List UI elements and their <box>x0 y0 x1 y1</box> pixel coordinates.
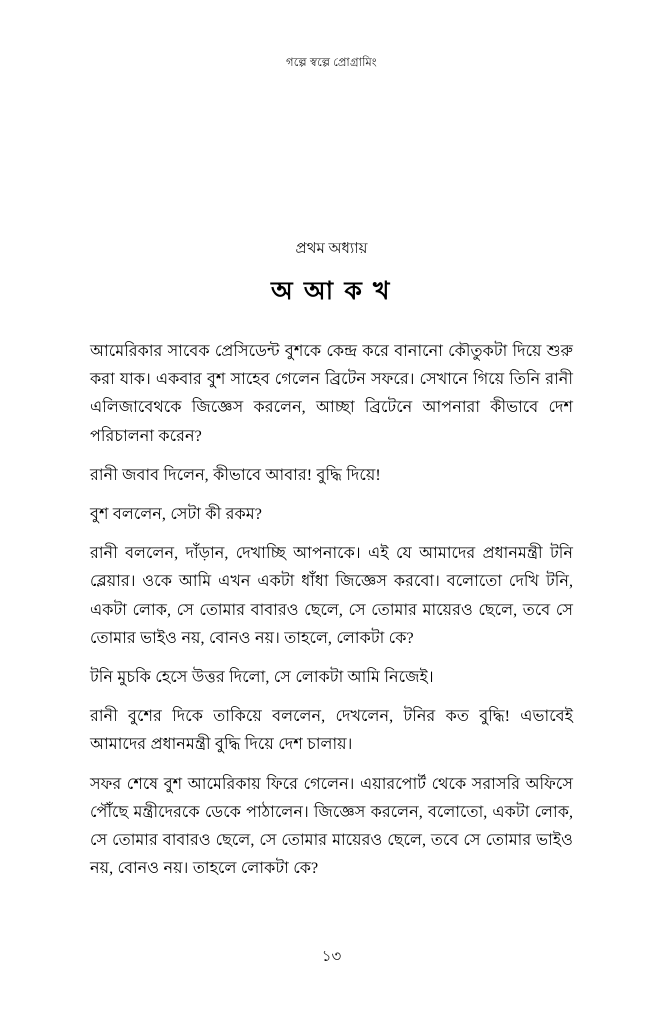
book-title-text: গল্পে স্বল্পে প্রোগ্রামিং <box>286 57 377 69</box>
body-text-column <box>90 338 573 883</box>
chapter-heading-block <box>0 238 663 308</box>
page-number <box>0 945 663 970</box>
chapter-label: প্রথম অধ্যায় <box>295 241 368 257</box>
running-header <box>0 56 663 71</box>
paragraph: টনি মুচকি হেসে উত্তর দিলো, সে লোকটা আমি নিজেই। <box>90 669 434 687</box>
paragraph: সফর শেষে বুশ আমেরিকায় ফিরে গেলেন। এয়ারপোর্ট থেকে সরাসরি অফিসে পৌঁছে মন্ত্রীদেরকে ডেকে পাঠালেন। জিজ্ঞেস করলেন, বলোতো, একটা লোক, সে তোমার বাবারও ছেলে, সে তোমার মায়েরও ছেলে, তবে সে তোমার ভাইও নয়, বোনও নয়। তাহলে লোকটা কে? <box>90 775 573 878</box>
paragraph: রানী জবাব দিলেন, কীভাবে আবার! বুদ্ধি দিয়ে! <box>90 466 381 484</box>
paragraph: রানী বুশের দিকে তাকিয়ে বললেন, দেখলেন, টনির কত বুদ্ধি! এভাবেই আমাদের প্রধানমন্ত্রী বুদ্ধি দিয়ে দেশ চালায়। <box>90 708 573 754</box>
paragraph: রানী বললেন, দাঁড়ান, দেখাচ্ছি আপনাকে। এই যে আমাদের প্রধানমন্ত্রী টনি ব্লেয়ার। ওকে আমি এখন একটা ধাঁধা জিজ্ঞেস করবো। বলোতো দেখি টনি, একটা লোক, সে তোমার বাবারও ছেলে, সে তোমার মায়েরও ছেলে, তবে সে তোমার ভাইও নয়, বোনও নয়। তাহলে, লোকটা কে? <box>90 545 573 647</box>
paragraph: আমেরিকার সাবেক প্রেসিডেন্ট বুশকে কেন্দ্র করে বানানো কৌতুকটা দিয়ে শুরু করা যাক। একবার বুশ সাহেব গেলেন ব্রিটেন সফরে। সেখানে গিয়ে তিনি রানী এলিজাবেথকে জিজ্ঞেস করলেন, আচ্ছা ব্রিটেনে আপনারা কীভাবে দেশ পরিচালনা করেন? <box>90 343 573 445</box>
chapter-title: অ আ ক খ <box>271 277 392 305</box>
paragraph: বুশ বললেন, সেটা কী রকম? <box>90 506 262 524</box>
page-number-text: ১৩ <box>321 949 342 965</box>
